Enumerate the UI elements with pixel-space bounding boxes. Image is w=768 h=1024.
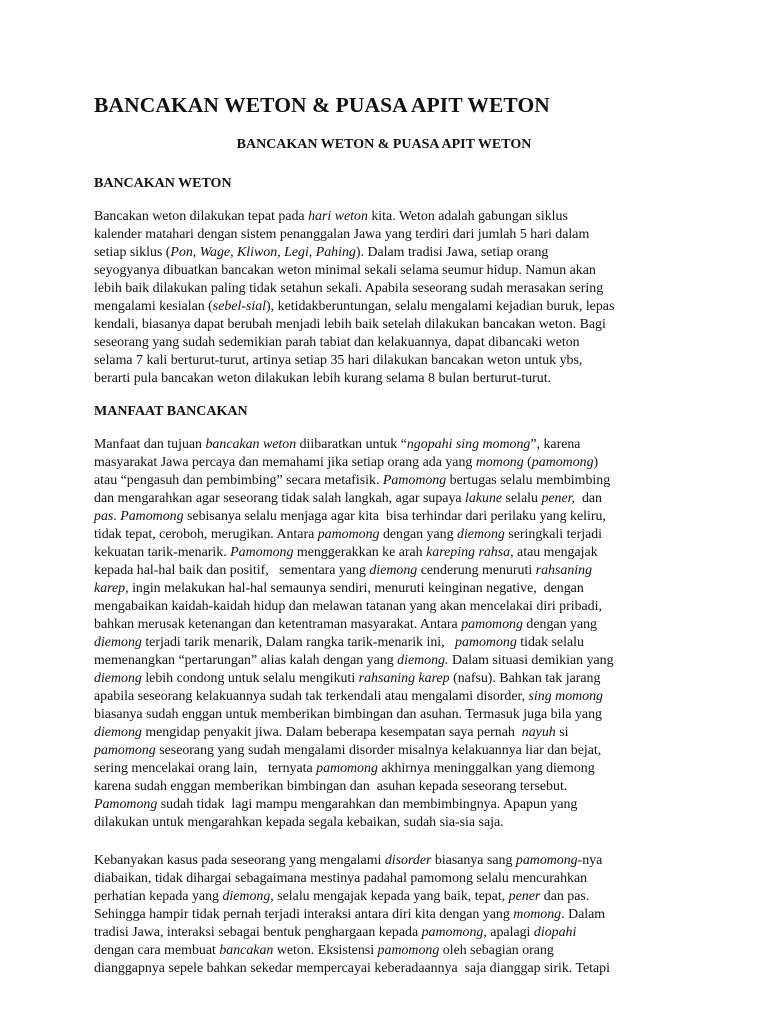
text-line [94, 544, 694, 562]
italic-text: sing momong [528, 689, 604, 704]
text-run: kekuatan tarik-menarik. [94, 545, 231, 560]
text-run: dengan cara membuat [94, 943, 220, 958]
text-line [94, 906, 694, 924]
italic-text: diemong. [397, 653, 449, 668]
text-line [94, 508, 694, 526]
text-line [94, 334, 694, 352]
italic-text: momong [475, 455, 524, 470]
italic-text: karep [94, 581, 126, 596]
text-run: Sehingga hampir tidak pernah terjadi interaksi antara diri kita dengan yang [94, 907, 514, 922]
text-run: menggerakkan ke arah [293, 545, 427, 560]
text-run: kalender matahari dengan sistem penanggalan Jawa yang terdiri dari jumlah 5 hari dalam [94, 227, 590, 242]
text-run: diibaratkan untuk “ [296, 437, 407, 452]
text-run: Dalam situasi demikian yang [448, 653, 614, 668]
text-run: lebih baik dilakukan paling tidak setahun sekali. Apabila seseorang sudah merasakan sering [94, 281, 604, 296]
text-run: , selalu mengajak kepada yang baik, tepat, [270, 889, 509, 904]
text-line [94, 244, 694, 262]
italic-text: ngopahi sing momong [406, 437, 531, 452]
text-line [94, 280, 694, 298]
text-line [94, 652, 694, 670]
text-line [94, 778, 694, 796]
italic-text: diemong [94, 671, 142, 686]
text-line [94, 316, 694, 334]
italic-text: pener [508, 889, 541, 904]
text-line [94, 924, 694, 942]
italic-text: pamomong [515, 853, 578, 868]
text-line [94, 960, 694, 978]
text-run: seseorang yang sudah sedemikian parah tabiat dan kelakuannya, dapat dibancaki weton [94, 335, 580, 350]
text-run: dengan yang [379, 527, 457, 542]
paragraph-manfaat-2 [94, 852, 694, 978]
italic-text: pener, [541, 491, 575, 506]
text-line [94, 670, 694, 688]
text-line [94, 688, 694, 706]
text-run: sudah tidak lagi mampu mengarahkan dan membimbingnya. Apapun yang [157, 797, 578, 812]
text-run: (nafsu). Bahkan tak jarang [449, 671, 601, 686]
text-run: dan mengarahkan agar seseorang tidak salah langkah, agar supaya [94, 491, 466, 506]
italic-text: rahsaning karep [358, 671, 450, 686]
text-run: oleh sebagian orang [439, 943, 554, 958]
document-title: BANCAKAN WETON & PUASA APIT WETON [94, 93, 550, 117]
text-line [94, 262, 694, 280]
text-run: , atau mengajak [510, 545, 598, 560]
text-line [94, 436, 694, 454]
text-run: perhatian kepada yang [94, 889, 223, 904]
italic-text: bancakan [219, 943, 274, 958]
text-line [94, 352, 694, 370]
text-run: ), ketidakberuntungan, selalu mengalami kejadian buruk, lepas [266, 299, 615, 314]
text-run: ). Dalam tradisi Jawa, setiap orang [355, 245, 549, 260]
italic-text: pamomong [94, 743, 156, 758]
italic-text: diemong [222, 889, 271, 904]
text-line [94, 760, 694, 778]
text-run: dan [575, 491, 603, 506]
text-run: tidak tepat, ceroboh, merugikan. Antara [94, 527, 318, 542]
italic-text: nayuh [521, 725, 556, 740]
text-run: kendali, biasanya dapat berubah menjadi lebih baik setelah dilakukan bancakan weton. Bagi [94, 317, 606, 332]
text-run: seseorang yang sudah mengalami disorder misalnya kelakuannya liar dan bejat, [155, 743, 602, 758]
text-line [94, 888, 694, 906]
text-run: , apalagi [483, 925, 534, 940]
italic-text: pamomong [421, 925, 484, 940]
text-run: bertugas selalu membimbing [446, 473, 611, 488]
italic-text: diemong [369, 563, 418, 578]
text-run: masyarakat Jawa percaya dan memahami jika setiap orang ada yang [94, 455, 476, 470]
text-run: dilakukan untuk mengarahkan kepada segala kebaikan, sudah sia-sia saja. [94, 815, 504, 830]
italic-text: pamomong [531, 455, 594, 470]
italic-text: hari weton [308, 209, 368, 224]
text-run: selalu [502, 491, 542, 506]
text-run: ( [523, 455, 532, 470]
italic-text: pamomong [461, 617, 523, 632]
text-line [94, 852, 694, 870]
text-run: kepada hal-hal baik dan positif, sementara yang [94, 563, 370, 578]
italic-text: pamomong [377, 943, 440, 958]
text-line [94, 472, 694, 490]
text-line [94, 870, 694, 888]
text-line [94, 706, 694, 724]
text-run: mengalami kesialan ( [94, 299, 213, 314]
text-run: ) [593, 455, 599, 470]
italic-text: Pamomong [382, 473, 447, 488]
text-run: tradisi Jawa, interaksi sebagai bentuk penghargaan kepada [94, 925, 422, 940]
text-run: kita. Weton adalah gabungan siklus [367, 209, 568, 224]
text-run: . [113, 509, 121, 524]
italic-text: bancakan weton [205, 437, 297, 452]
section-heading-bancakan-weton: BANCAKAN WETON [94, 176, 232, 191]
text-run: si [555, 725, 569, 740]
text-line [94, 298, 694, 316]
italic-text: diemong [457, 527, 505, 542]
text-run: , ingin melakukan hal-hal semaunya sendiri, menuruti keinginan negative, dengan [125, 581, 584, 596]
text-run: setiap siklus ( [94, 245, 171, 260]
italic-text: Pamomong [94, 797, 158, 812]
text-line [94, 634, 694, 652]
italic-text: momong [513, 907, 562, 922]
text-run: ”, karena [530, 437, 581, 452]
text-run: Manfaat dan tujuan [94, 437, 206, 452]
text-run: . Dalam [561, 907, 606, 922]
text-line [94, 598, 694, 616]
text-line [94, 942, 694, 960]
text-run: weton. Eksistensi [273, 943, 378, 958]
italic-text: pamomong [316, 761, 378, 776]
text-line [94, 526, 694, 544]
text-line [94, 562, 694, 580]
text-line [94, 814, 694, 832]
italic-text: lakune [465, 491, 503, 506]
document-subtitle: BANCAKAN WETON & PUASA APIT WETON [236, 137, 532, 152]
italic-text: kareping rahsa [426, 545, 511, 560]
text-run: tidak selalu [516, 635, 584, 650]
text-line [94, 370, 694, 388]
text-line [94, 724, 694, 742]
text-run: lebih condong untuk selalu mengikuti [141, 671, 359, 686]
text-line [94, 226, 694, 244]
text-run: sering mencelakai orang lain, ternyata [94, 761, 317, 776]
section-heading-manfaat-bancakan: MANFAAT BANCAKAN [94, 404, 248, 419]
text-run: dianggapnya sepele bahkan sekedar mempercayai keberadaannya saja dianggap sirik. Tetapi [94, 961, 610, 976]
italic-text: rahsaning [535, 563, 593, 578]
text-run: Kebanyakan kasus pada seseorang yang mengalami [94, 853, 385, 868]
text-run: mengabaikan kaidah-kaidah hidup dan melawan tatanan yang akan mencelakai diri pribadi, [94, 599, 602, 614]
text-run: seringkali terjadi [504, 527, 603, 542]
text-line [94, 208, 694, 226]
text-line [94, 454, 694, 472]
italic-text: disorder [384, 853, 432, 868]
italic-text: pamomong [317, 527, 380, 542]
text-run: Bancakan weton dilakukan tepat pada [94, 209, 309, 224]
text-run: selama 7 kali berturut-turut, artinya setiap 35 hari dilakukan bancakan weton untuk ybs, [94, 353, 583, 368]
text-run: -nya [577, 853, 603, 868]
text-line [94, 580, 694, 598]
text-run: atau “pengasuh dan pembimbing” secara metafisik. [94, 473, 383, 488]
paragraph-bancakan-weton [94, 208, 694, 388]
text-line [94, 490, 694, 508]
italic-text: Pamomong [120, 509, 184, 524]
text-run: diabaikan, tidak dihargai sebagaimana mestinya padahal pamomong selalu mencurahkan [94, 871, 588, 886]
italic-text: Pamomong [230, 545, 294, 560]
text-run: seyogyanya dibuatkan bancakan weton minimal sekali selama seumur hidup. Namun akan [94, 263, 596, 278]
italic-text: Pon, Wage, Kliwon, Legi, Pahing [170, 245, 356, 260]
text-run: memenangkan “pertarungan” alias kalah dengan yang [94, 653, 398, 668]
text-run: terjadi tarik menarik, Dalam rangka tarik-menarik ini, [141, 635, 456, 650]
italic-text: diopahi [533, 925, 577, 940]
text-line [94, 616, 694, 634]
italic-text: diemong [94, 635, 142, 650]
text-run: karena sudah enggan memberikan bimbingan dan asuhan kepada seseorang tersebut. [94, 779, 568, 794]
text-run: berarti pula bancakan weton dilakukan lebih kurang selama 8 bulan berturut-turut. [94, 371, 552, 386]
paragraph-manfaat-1 [94, 436, 694, 832]
text-run: apabila seseorang kelakuannya sudah tak terkendali atau mengalami disorder, [94, 689, 529, 704]
italic-text: pamomong [455, 635, 517, 650]
italic-text: diemong [94, 725, 142, 740]
text-run: akhirnya meninggalkan yang diemong [377, 761, 595, 776]
text-line [94, 742, 694, 760]
text-run: biasanya sudah enggan untuk memberikan bimbingan dan asuhan. Termasuk juga bila yang [94, 707, 602, 722]
italic-text: pas [94, 509, 114, 524]
text-run: sebisanya selalu menjaga agar kita bisa terhindar dari perilaku yang keliru, [183, 509, 606, 524]
text-run: mengidap penyakit jiwa. Dalam beberapa kesempatan saya pernah [141, 725, 522, 740]
text-run: biasanya sang [431, 853, 516, 868]
text-run: cenderung menuruti [417, 563, 536, 578]
text-line [94, 796, 694, 814]
text-run: bahkan merusak ketenangan dan ketentraman masyarakat. Antara [94, 617, 462, 632]
text-run: dan pas. [540, 889, 590, 904]
italic-text: sebel-sial [212, 299, 267, 314]
text-run: dengan yang [522, 617, 597, 632]
